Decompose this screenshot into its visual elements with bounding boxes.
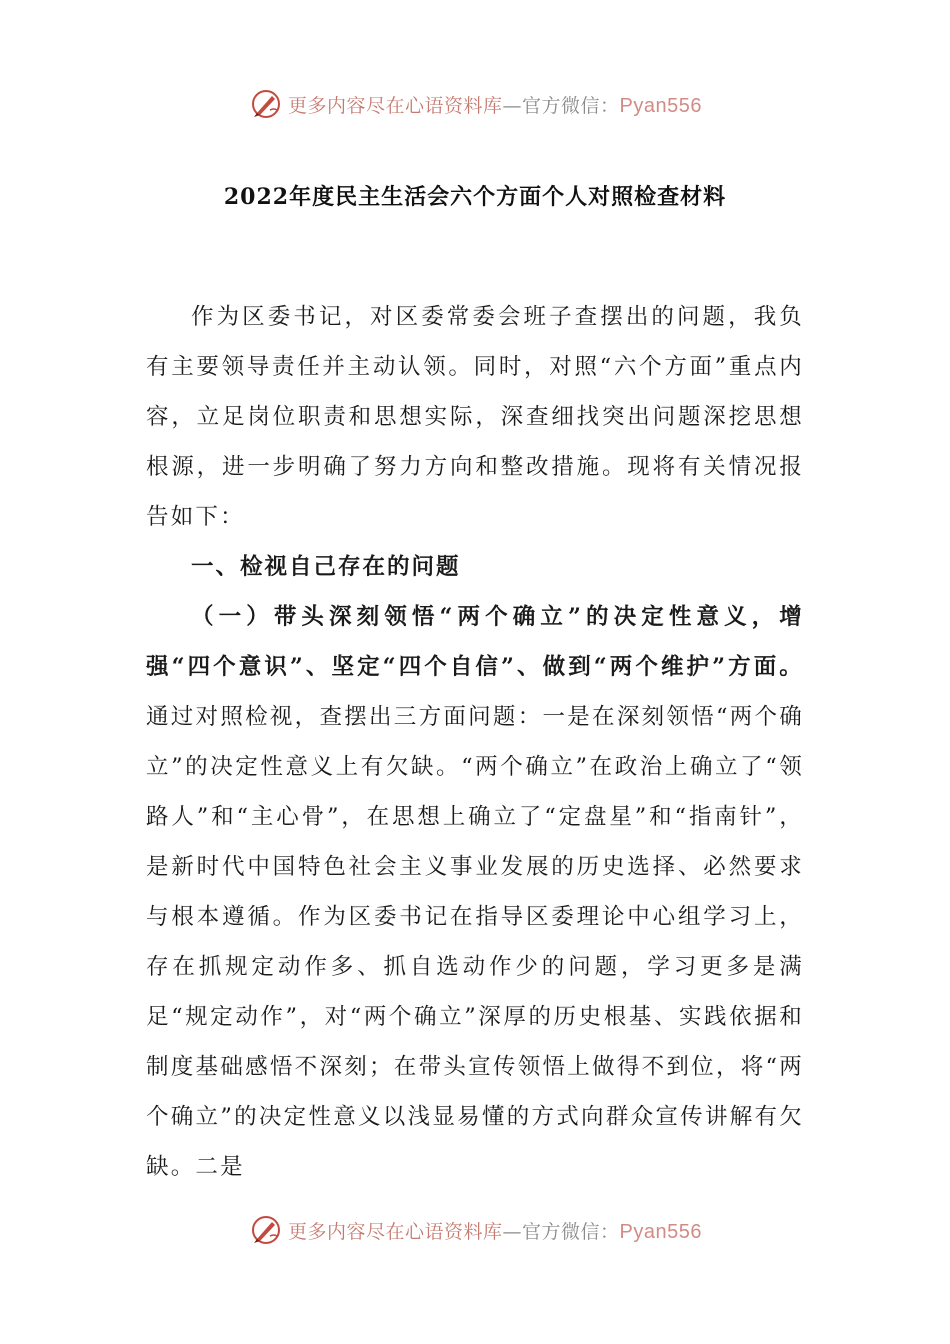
- watermark-sub-text: 官方微信：: [522, 94, 620, 117]
- watermark-banner-bottom: [0, 1210, 950, 1250]
- pen-logo-icon: [248, 1212, 284, 1248]
- pen-logo-icon: [248, 86, 284, 122]
- document-title: 2022年度民主生活会六个方面个人对照检查材料: [223, 184, 727, 210]
- intro-paragraph: 作为区委书记，对区委常委会班子查摆出的问题，我负有主要领导责任并主动认领。同时，对照“六个方面”重点内容，立足岗位职责和思想实际，深查细找突出问题深挖思想根源，进一步明确了努力方向和整改措施。现将有关情况报告如下：: [146, 304, 804, 530]
- watermark-banner-top: [0, 84, 950, 124]
- watermark-id-text: Pyan556: [619, 94, 702, 117]
- subsection-paragraph: [146, 592, 804, 1192]
- watermark-main-text: 更多内容尽在心语资料库: [288, 1220, 503, 1243]
- document-body: [146, 292, 804, 1192]
- subsection-body: 通过对照检视，查摆出三方面问题：一是在深刻领悟“两个确立”的决定性意义上有欠缺。“两个确立”在政治上确立了“领路人”和“主心骨”，在思想上确立了“定盘星”和“指南针”，是新时代中国特色社会主义事业发展的历史选择、必然要求与根本遵循。作为区委书记在指导区委理论中心组学习上，存在抓规定动作多、抓自选动作少的问题，学习更多是满足“规定动作”，对“两个确立”深厚的历史根基、实践依据和制度基础感悟不深刻；在带头宣传领悟上做得不到位，将“两个确立”的决定性意义以浅显易懂的方式向群众宣传讲解有欠缺。二是: [146, 704, 804, 1180]
- watermark-dash: —: [502, 1220, 523, 1243]
- watermark-id-text: Pyan556: [619, 1220, 702, 1243]
- watermark-dash: —: [502, 94, 523, 117]
- subsection-title: （一）带头深刻领悟“两个确立”的决定性意义，增强“四个意识”、坚定“四个自信”、做到“两个维护”方面。: [146, 604, 804, 680]
- section-heading: 一、检视自己存在的问题: [191, 554, 461, 580]
- watermark-sub-text: 官方微信：: [522, 1220, 620, 1243]
- watermark-main-text: 更多内容尽在心语资料库: [288, 94, 503, 117]
